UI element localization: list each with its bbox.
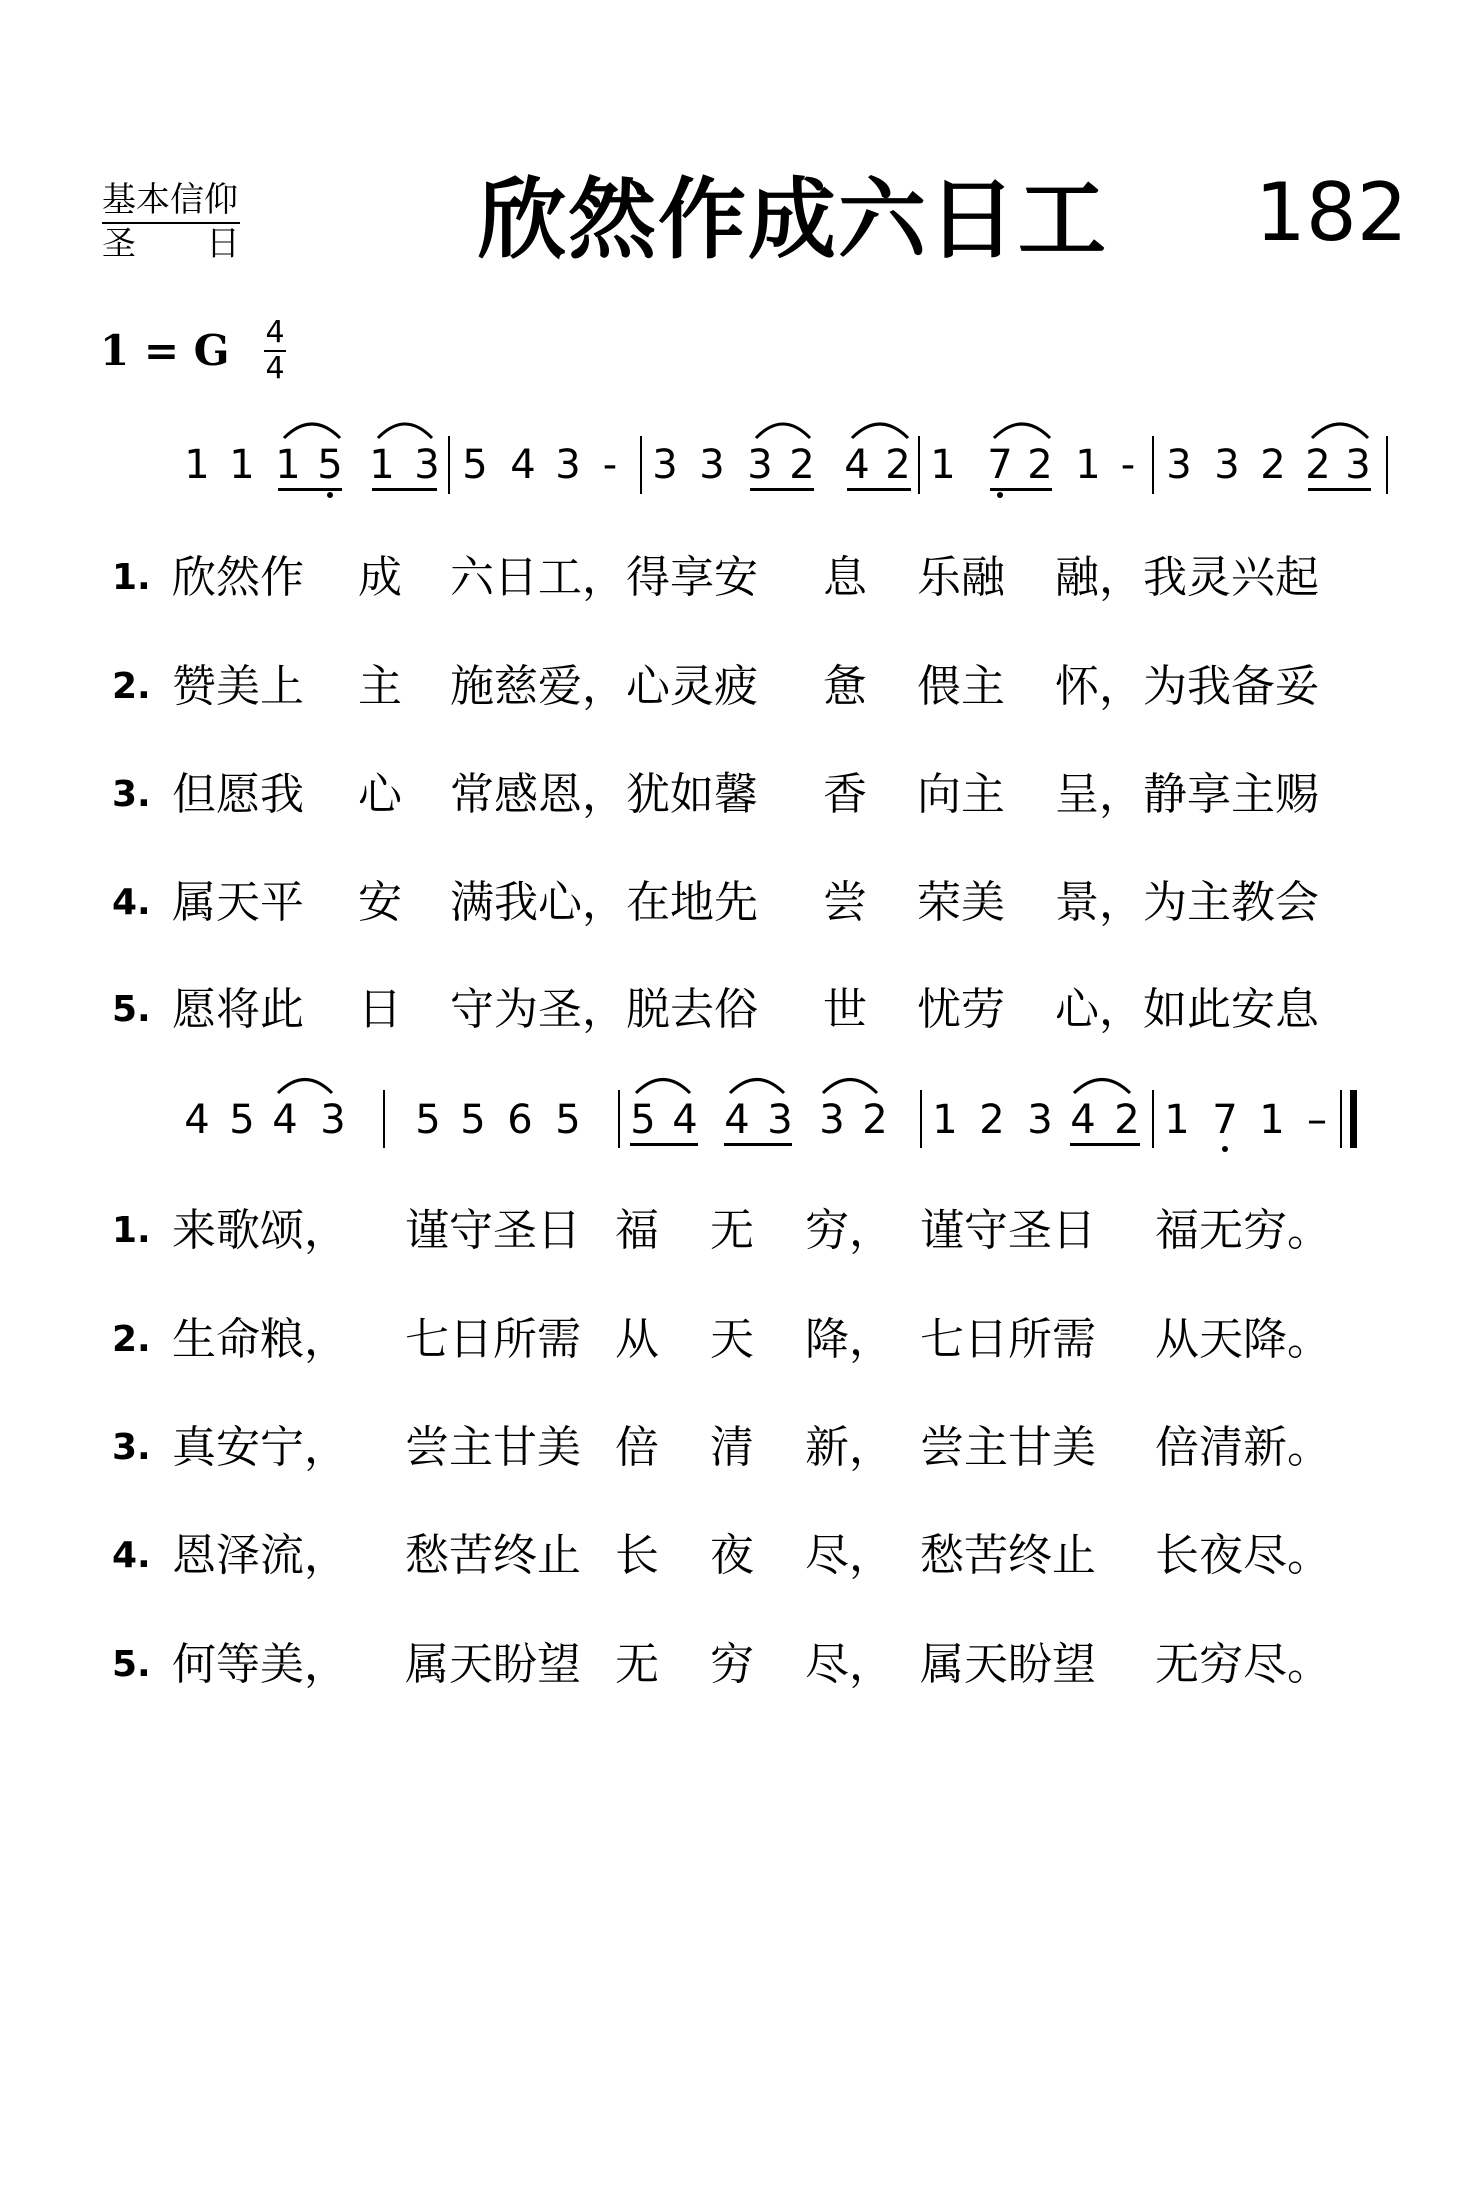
note: 1 <box>932 1097 958 1143</box>
lower-octave-dot <box>327 492 333 498</box>
note: 4 <box>672 1097 698 1143</box>
lyric-segment: 惫 <box>823 661 867 712</box>
lyric-segment: 降， <box>805 1314 893 1365</box>
lyric-segment: 尽， <box>805 1530 893 1581</box>
lyric-segment: 六日工，得享安 <box>450 552 758 603</box>
lyric-segment: 倍清新。 <box>1155 1422 1331 1473</box>
slur <box>756 424 810 438</box>
verse-number: 4. <box>112 882 151 923</box>
note: 1 <box>275 442 301 488</box>
note: 2 <box>789 442 815 488</box>
time-signature <box>262 315 288 386</box>
lyric-segment: 安 <box>358 877 402 928</box>
note: 1 <box>229 442 255 488</box>
key-signature: 1 = G <box>100 326 230 375</box>
bar-line <box>448 436 450 494</box>
lyric-segment: 尽， <box>805 1639 893 1690</box>
note: 5 <box>415 1097 441 1143</box>
lyric-segment: 倍 <box>615 1422 659 1473</box>
slur <box>994 424 1050 438</box>
eighth-beam <box>278 488 342 491</box>
verse-number: 3. <box>112 1427 151 1468</box>
lyric-segment: 欣然作 <box>172 552 304 603</box>
lyric-segment: 世 <box>823 984 867 1035</box>
note: 5 <box>317 442 343 488</box>
bar-line <box>640 436 642 494</box>
eighth-beam <box>630 1143 698 1146</box>
eighth-beam <box>750 488 814 491</box>
note: 3 <box>767 1097 793 1143</box>
note: 2 <box>862 1097 888 1143</box>
lyric-segment: 尝 <box>823 877 867 928</box>
lyric-segment: 愿将此 <box>172 984 304 1035</box>
note: 3 <box>555 442 581 488</box>
lyric-segment: 生命粮， <box>172 1314 348 1365</box>
lyric-segment: 谨守圣日 <box>405 1205 581 1256</box>
lyric-segment: 主 <box>358 661 402 712</box>
lyric-segment: 无 <box>710 1205 754 1256</box>
note: 3 <box>320 1097 346 1143</box>
note: 1 <box>1259 1097 1285 1143</box>
lyric-segment: 愁苦终止 <box>920 1530 1096 1581</box>
bar-line <box>920 1090 922 1148</box>
lyric-segment: 日 <box>358 984 402 1035</box>
category-line-1: 基本信仰 <box>102 180 240 224</box>
lyric-segment: 尝主甘美 <box>405 1422 581 1473</box>
lyric-segment: 清 <box>710 1422 754 1473</box>
dash: - <box>1120 442 1136 488</box>
bar-line <box>1152 1090 1154 1148</box>
bar-line <box>1152 436 1154 494</box>
verse-number: 4. <box>112 1535 151 1576</box>
lyric-segment: 赞美上 <box>172 661 304 712</box>
lyric-segment: 但愿我 <box>172 769 304 820</box>
lyric-segment: 满我心，在地先 <box>450 877 758 928</box>
note: 5 <box>555 1097 581 1143</box>
lyric-segment: 荣美 <box>917 877 1005 928</box>
note: 5 <box>462 442 488 488</box>
note: 5 <box>229 1097 255 1143</box>
final-bar-thin <box>1340 1090 1342 1148</box>
lyric-segment: 真安宁， <box>172 1422 348 1473</box>
lyric-segment: 施慈爱，心灵疲 <box>450 661 758 712</box>
lyric-segment: 守为圣，脱去俗 <box>450 984 758 1035</box>
hymn-title: 欣然作成六日工 <box>478 168 1109 271</box>
verse-number: 3. <box>112 774 151 815</box>
category-line-2-right: 日 <box>206 224 240 264</box>
meter-bottom: 4 <box>265 351 285 386</box>
bar-line <box>918 436 920 494</box>
lyric-segment: 愁苦终止 <box>405 1530 581 1581</box>
eighth-beam <box>847 488 911 491</box>
dash: - <box>602 442 618 488</box>
slur <box>1074 1080 1130 1094</box>
note: 4 <box>844 442 870 488</box>
category-label <box>102 180 240 264</box>
lyric-segment: 息 <box>823 552 867 603</box>
dash: – <box>1307 1097 1327 1143</box>
note: 1 <box>184 442 210 488</box>
note: 3 <box>414 442 440 488</box>
lyric-segment: 偎主 <box>917 661 1005 712</box>
note: 4 <box>184 1097 210 1143</box>
category-line-2-left: 圣 <box>102 224 136 264</box>
verse-number: 5. <box>112 989 151 1030</box>
slur <box>730 1080 784 1094</box>
lyric-segment: 来歌颂， <box>172 1205 348 1256</box>
verse-number: 1. <box>112 1210 151 1251</box>
note: 7 <box>987 442 1013 488</box>
note: 7 <box>1212 1097 1238 1143</box>
slur <box>284 424 340 438</box>
lyric-segment: 谨守圣日 <box>920 1205 1096 1256</box>
slur <box>636 1080 690 1094</box>
lyric-segment: 怀，为我备妥 <box>1055 661 1319 712</box>
eighth-beam <box>1070 1143 1140 1146</box>
note: 3 <box>1166 442 1192 488</box>
verse-number: 1. <box>112 557 151 598</box>
meter-top: 4 <box>265 315 285 350</box>
slur <box>823 1080 877 1094</box>
note: 3 <box>699 442 725 488</box>
note: 1 <box>1164 1097 1190 1143</box>
note: 2 <box>1260 442 1286 488</box>
bar-line <box>618 1090 620 1148</box>
lyric-segment: 香 <box>823 769 867 820</box>
note: 2 <box>1027 442 1053 488</box>
note: 3 <box>819 1097 845 1143</box>
lyric-segment: 心 <box>358 769 402 820</box>
final-bar-thick <box>1350 1090 1357 1148</box>
note: 6 <box>507 1097 533 1143</box>
note: 2 <box>885 442 911 488</box>
lyric-segment: 长 <box>615 1530 659 1581</box>
lyric-segment: 乐融 <box>917 552 1005 603</box>
bar-line <box>383 1090 385 1148</box>
lyric-segment: 夜 <box>710 1530 754 1581</box>
note: 3 <box>747 442 773 488</box>
note: 3 <box>1345 442 1371 488</box>
hymn-number: 182 <box>1255 166 1408 259</box>
note: 1 <box>930 442 956 488</box>
lyric-segment: 恩泽流， <box>172 1530 348 1581</box>
lyric-segment: 福无穷。 <box>1155 1205 1331 1256</box>
eighth-beam <box>990 488 1052 491</box>
lyric-segment: 穷 <box>710 1639 754 1690</box>
lyric-segment: 尝主甘美 <box>920 1422 1096 1473</box>
lyric-segment: 心，如此安息 <box>1055 984 1319 1035</box>
slur <box>1312 424 1368 438</box>
lyric-segment: 天 <box>710 1314 754 1365</box>
verse-number: 2. <box>112 666 151 707</box>
note: 5 <box>460 1097 486 1143</box>
lyric-segment: 从天降。 <box>1155 1314 1331 1365</box>
eighth-beam <box>724 1143 792 1146</box>
lyric-segment: 七日所需 <box>405 1314 581 1365</box>
note: 1 <box>1075 442 1101 488</box>
lyric-segment: 常感恩，犹如馨 <box>450 769 758 820</box>
note: 3 <box>1027 1097 1053 1143</box>
note: 2 <box>1305 442 1331 488</box>
note: 4 <box>1070 1097 1096 1143</box>
note: 5 <box>630 1097 656 1143</box>
slur <box>378 424 432 438</box>
lyric-segment: 七日所需 <box>920 1314 1096 1365</box>
note: 2 <box>1114 1097 1140 1143</box>
lyric-segment: 穷， <box>805 1205 893 1256</box>
lyric-segment: 从 <box>615 1314 659 1365</box>
note: 2 <box>979 1097 1005 1143</box>
lyric-segment: 属天平 <box>172 877 304 928</box>
lyric-segment: 向主 <box>917 769 1005 820</box>
bar-line <box>1386 436 1388 494</box>
category-line-2 <box>102 224 240 264</box>
lyric-segment: 新， <box>805 1422 893 1473</box>
lyric-segment: 何等美， <box>172 1639 348 1690</box>
lower-octave-dot <box>997 492 1003 498</box>
note: 3 <box>652 442 678 488</box>
lyric-segment: 属天盼望 <box>920 1639 1096 1690</box>
lyric-segment: 无穷尽。 <box>1155 1639 1331 1690</box>
note: 1 <box>369 442 395 488</box>
lyric-segment: 忧劳 <box>917 984 1005 1035</box>
eighth-beam <box>1308 488 1371 491</box>
slur <box>278 1080 332 1094</box>
note: 4 <box>272 1097 298 1143</box>
lower-octave-dot <box>1222 1146 1228 1152</box>
lyric-segment: 属天盼望 <box>405 1639 581 1690</box>
note: 4 <box>724 1097 750 1143</box>
note: 4 <box>510 442 536 488</box>
lyric-segment: 成 <box>358 552 402 603</box>
lyric-segment: 景，为主教会 <box>1055 877 1319 928</box>
lyric-segment: 无 <box>615 1639 659 1690</box>
verse-number: 2. <box>112 1319 151 1360</box>
eighth-beam <box>372 488 437 491</box>
slur <box>852 424 908 438</box>
verse-number: 5. <box>112 1644 151 1685</box>
lyric-segment: 融，我灵兴起 <box>1055 552 1319 603</box>
lyric-segment: 呈，静享主赐 <box>1055 769 1319 820</box>
note: 3 <box>1214 442 1240 488</box>
lyric-segment: 福 <box>615 1205 659 1256</box>
lyric-segment: 长夜尽。 <box>1155 1530 1331 1581</box>
